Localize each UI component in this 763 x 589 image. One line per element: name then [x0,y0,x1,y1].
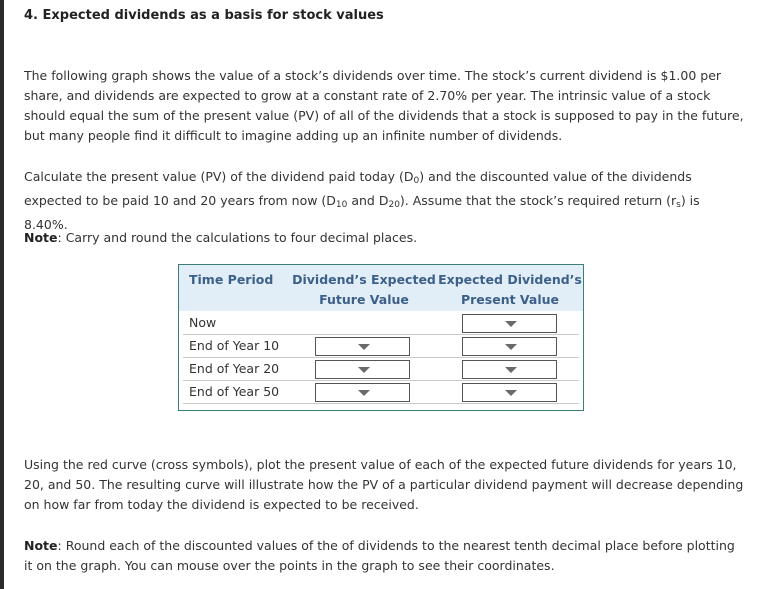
question-title: 4. Expected dividends as a basis for stock values [24,8,384,23]
table-header [179,265,583,311]
note-label: Note [24,538,58,553]
header-future-value: Dividend’s Expected Future Value [292,272,436,307]
future-value-dropdown-year-20[interactable] [315,360,410,379]
future-value-dropdown-year-10[interactable] [315,337,410,356]
calculation-paragraph: Calculate the present value (PV) of the dividend paid today $(D_0)$ and the discounted value of the dividends expected to be paid 10 and 20 years from now ($D_{10}$ and $D_{20}$). Assume that the stock’s required return $(r_s)$ is 8.40%. [24,169,700,232]
present-value-dropdown-year-10[interactable] [462,337,557,356]
plot-instruction: Using the red curve (cross symbols), plot the present value of each of the expected future dividends for years 10, 20, and 50. The resulting curve will illustrate how the PV of a particular dividend payment will decrease depending on how far from today the dividend is expected to be received. [24,457,744,512]
row-label-now: Now [189,315,217,330]
row-label-year-20: End of Year 20 [189,361,280,376]
chevron-down-icon [358,390,370,396]
table-row [183,335,579,358]
table-row [183,381,579,404]
present-value-dropdown-year-20[interactable] [462,360,557,379]
header-present-value: Expected Dividend’s Present Value [438,272,582,307]
plot-note: Note: Round each of the discounted values of the of dividends to the nearest tenth decimal place before plotting it on the graph. You can mouse over the points in the graph to see their coordinates. [24,538,735,573]
chevron-down-icon [358,344,370,350]
left-border [0,0,4,589]
chevron-down-icon [505,344,517,350]
rounding-note: Note: Carry and round the calculations to four decimal places. [24,230,418,245]
row-label-year-10: End of Year 10 [189,338,280,353]
present-value-dropdown-year-50[interactable] [462,383,557,402]
chevron-down-icon [505,367,517,373]
row-label-year-50: End of Year 50 [189,384,280,399]
chevron-down-icon [505,390,517,396]
table-row [183,312,579,335]
dividend-table [178,264,584,411]
table-row [183,358,579,381]
note-label: Note [24,230,58,245]
intro-paragraph: The following graph shows the value of a stock’s dividends over time. The stock’s current dividend is $1.00 per share, and dividends are expected to grow at a constant rate of 2.70% per year. The intrinsic value of a stock should equal the sum of the present value (PV) of all of the dividends that a stock is supposed to pay in the future, but many people find it difficult to imagine adding up an infinite number of dividends. [24,68,744,143]
clipped-text-remnant [60,0,600,3]
chevron-down-icon [505,321,517,327]
header-time-period: Time Period [189,272,274,287]
present-value-dropdown-now[interactable] [462,314,557,333]
chevron-down-icon [358,367,370,373]
future-value-dropdown-year-50[interactable] [315,383,410,402]
